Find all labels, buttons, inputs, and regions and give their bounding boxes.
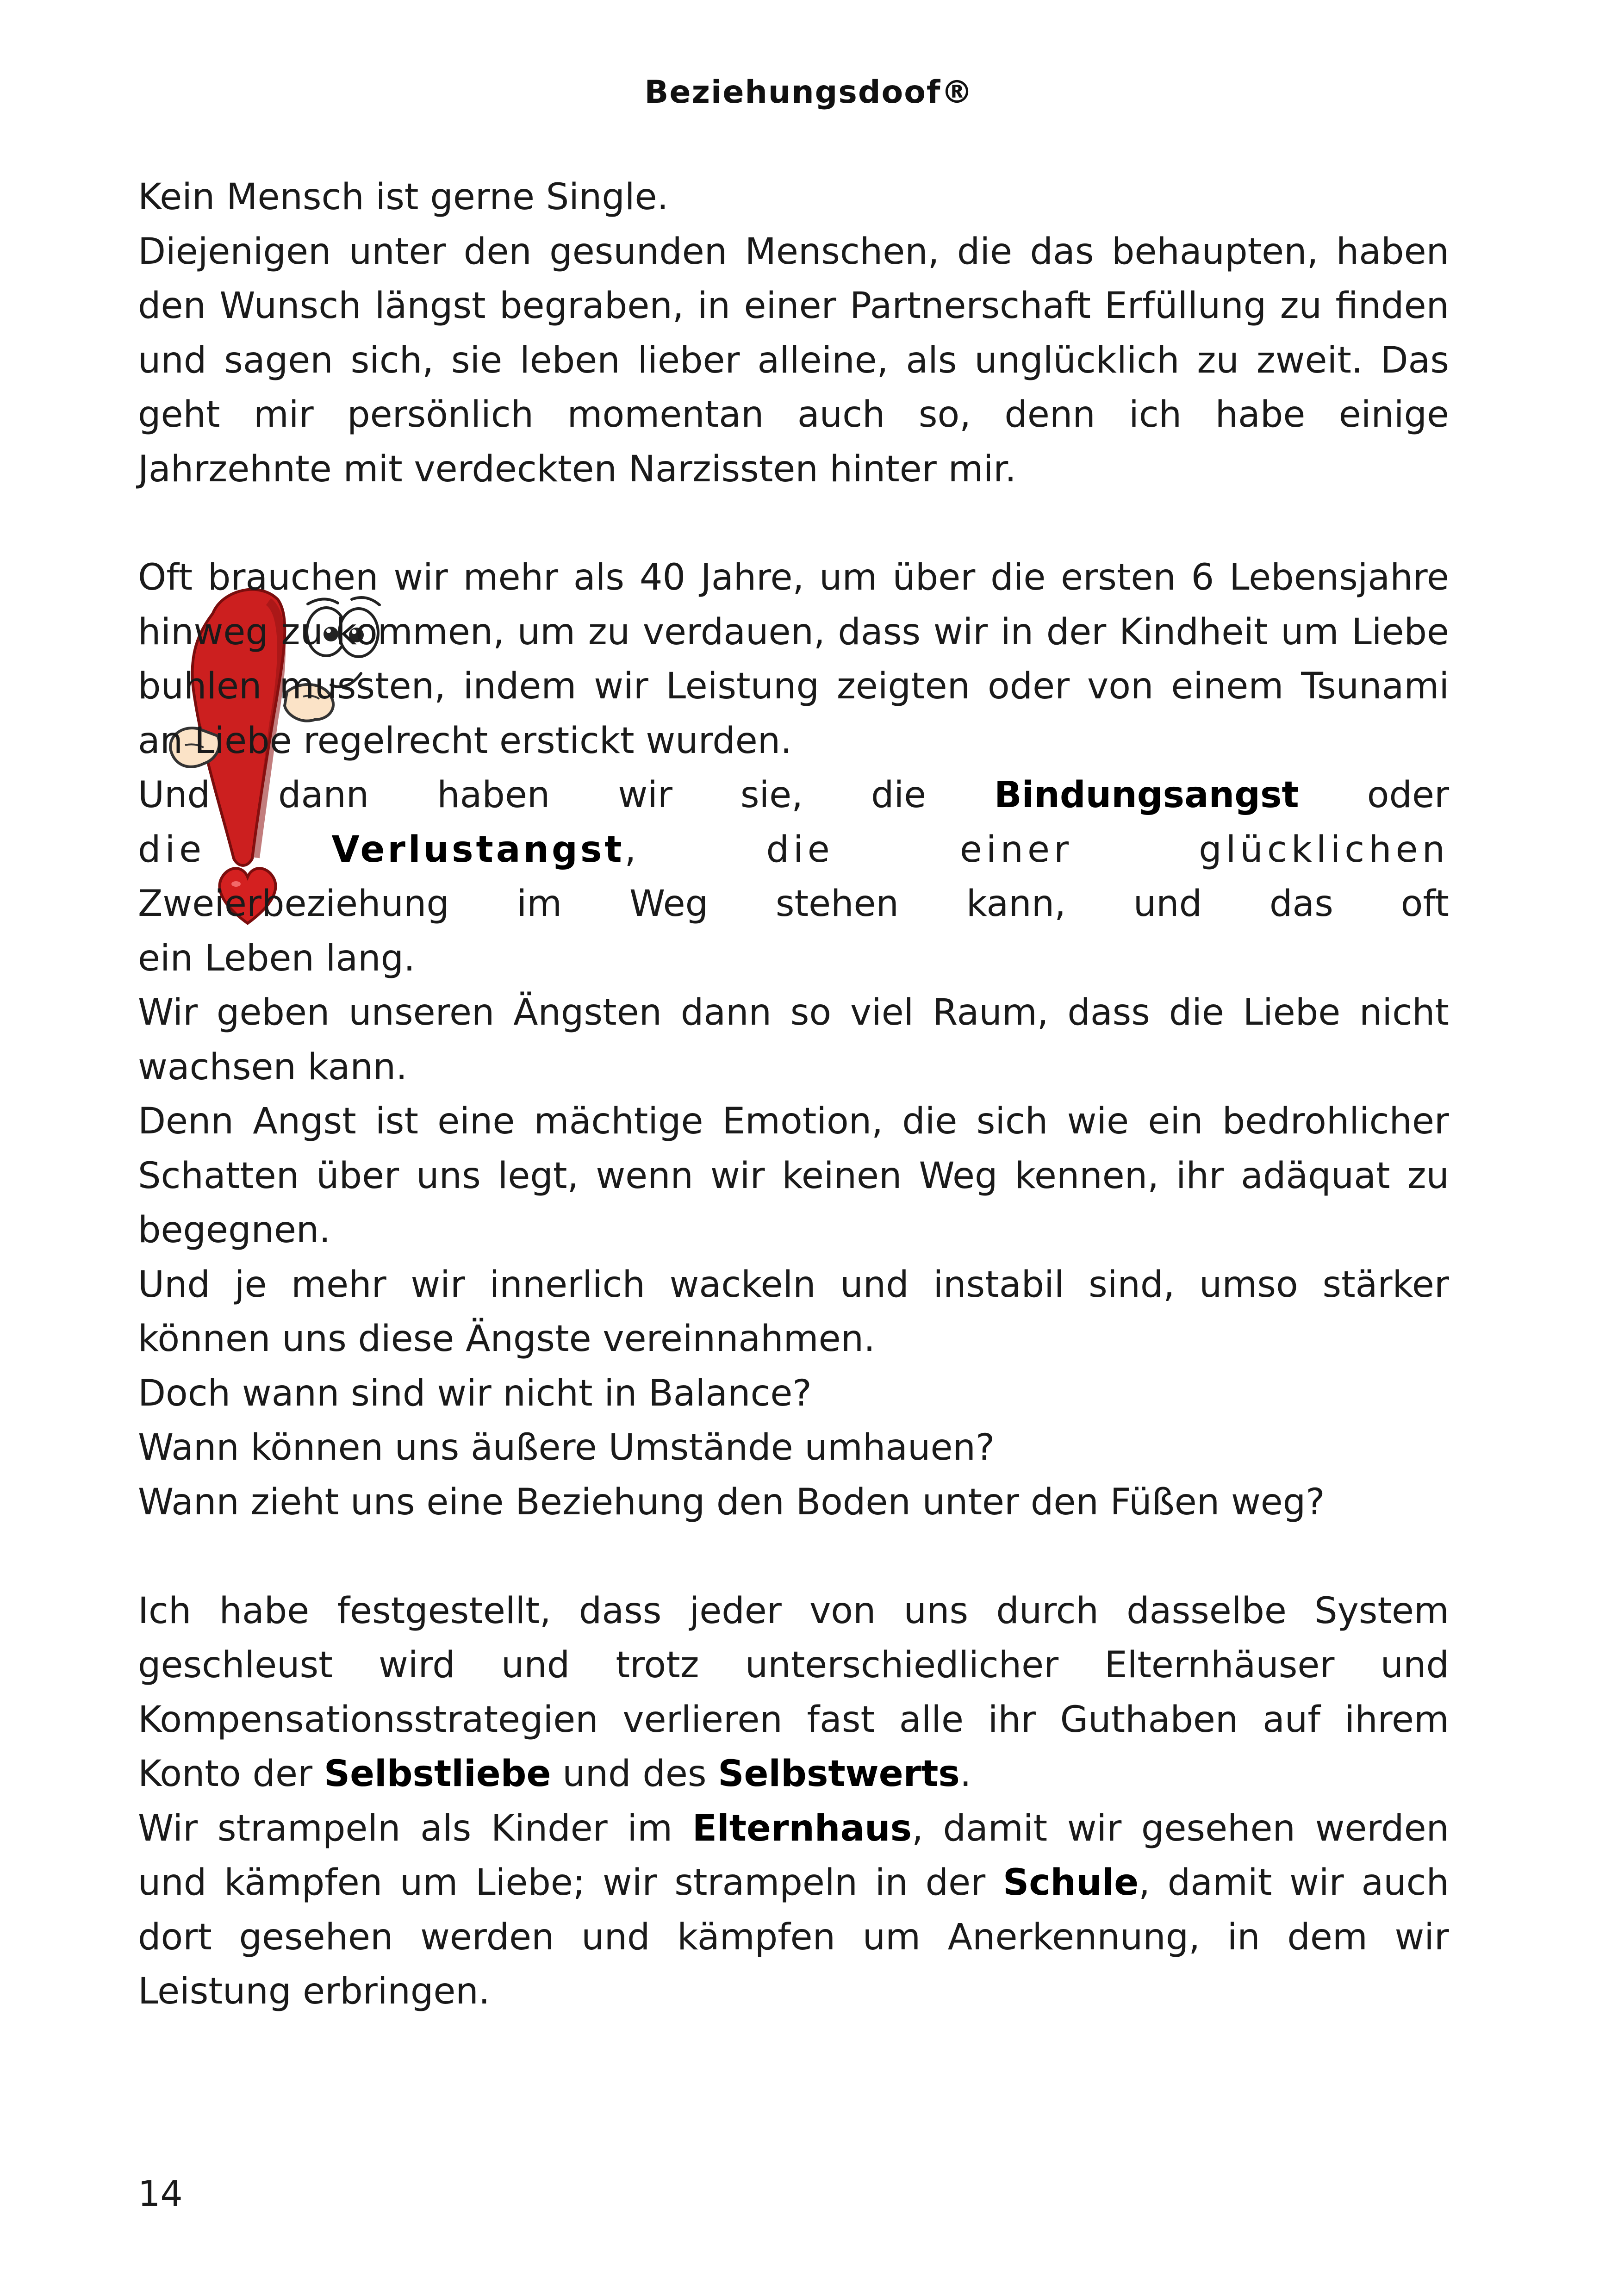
text-fragment: Ich habe festgestellt, dass jeder von uns durch dasselbe System geschleust wird und trotz unterschiedlicher Elternhäuser und Kompensationsstrategien verlieren fast alle ihr Guthaben auf ihrem Konto der bbox=[138, 1590, 1449, 1795]
keyword-bindungsangst: Bindungsangst bbox=[994, 774, 1299, 816]
text-line: Zweierbeziehung im Weg stehen kann, und das oft bbox=[138, 883, 1449, 925]
text-line bbox=[138, 768, 1449, 823]
text-paragraph: Diejenigen unter den gesunden Menschen, die das behaupten, haben den Wunsch längst begraben, in einer Partnerschaft Erfüllung zu finden und sagen sich, sie leben lieber alleine, als unglücklich zu zweit. Das geht mir persönlich momentan auch so, denn ich habe einige Jahrzehnte mit verdeckten Narzissten hinter mir. bbox=[138, 230, 1449, 490]
text-line bbox=[138, 823, 1449, 877]
keyword-selbstliebe: Selbstliebe bbox=[324, 1753, 551, 1795]
text-fragment: Wir strampeln als Kinder im bbox=[138, 1807, 673, 1849]
running-header: Beziehungsdoof® bbox=[644, 74, 974, 111]
keyword-schule: Schule bbox=[1003, 1862, 1139, 1904]
text-line: Doch wann sind wir nicht in Balance? bbox=[138, 1372, 812, 1414]
keyword-elternhaus: Elternhaus bbox=[692, 1807, 912, 1849]
paragraph-intro bbox=[138, 170, 1449, 497]
text-fragment: oder bbox=[1367, 774, 1450, 816]
keyword-verlustangst: Verlustangst bbox=[331, 828, 625, 871]
text-fragment: . bbox=[959, 1753, 971, 1795]
text-fragment: und des bbox=[562, 1753, 707, 1795]
text-paragraph: Wir geben unseren Ängsten dann so viel Raum, dass die Liebe nicht wachsen kann. bbox=[138, 992, 1449, 1088]
paragraph-spacer bbox=[138, 1530, 1449, 1584]
text-fragment: Und dann haben wir sie, die bbox=[138, 774, 927, 816]
text-fragment: die bbox=[138, 828, 206, 871]
text-fragment: , die einer glücklichen bbox=[624, 828, 1449, 871]
text-paragraph bbox=[138, 1802, 1449, 2019]
text-paragraph: Denn Angst ist eine mächtige Emotion, die sich wie ein bedrohlicher Schatten über uns legt, wenn wir keinen Weg kennen, ihr adäquat zu begegnen. bbox=[138, 1101, 1449, 1251]
text-line: Wann zieht uns eine Beziehung den Boden unter den Füßen weg? bbox=[138, 1481, 1325, 1523]
page-number: 14 bbox=[138, 2173, 183, 2214]
text-line: Wann können uns äußere Umstände umhauen? bbox=[138, 1427, 995, 1468]
keyword-selbstwerts: Selbstwerts bbox=[718, 1753, 960, 1795]
text-fragment: , damit wir auch dort gesehen werden und kämpfen um Anerkennung, in dem wir Leistung erbringen. bbox=[138, 1862, 1449, 2012]
text-paragraph: Und je mehr wir innerlich wackeln und instabil sind, umso stärker können uns diese Ängste vereinnahmen. bbox=[138, 1263, 1449, 1360]
text-line: Kein Mensch ist gerne Single. bbox=[138, 176, 669, 218]
text-fragment: , damit wir gesehen werden und kämpfen um Liebe; wir strampeln in der bbox=[138, 1807, 1449, 1904]
paragraph-with-illustration bbox=[138, 551, 1449, 2019]
text-paragraph bbox=[138, 1584, 1449, 1802]
text-paragraph: Oft brauchen wir mehr als 40 Jahre, um über die ersten 6 Lebensjahre hinweg zu kommen, um zu verdauen, dass wir in der Kindheit um Liebe buhlen mussten, indem wir Leistung zeigten oder von einem Tsunami an Liebe regelrecht erstickt wurden. bbox=[138, 557, 1449, 762]
text-line: ein Leben lang. bbox=[138, 937, 415, 979]
